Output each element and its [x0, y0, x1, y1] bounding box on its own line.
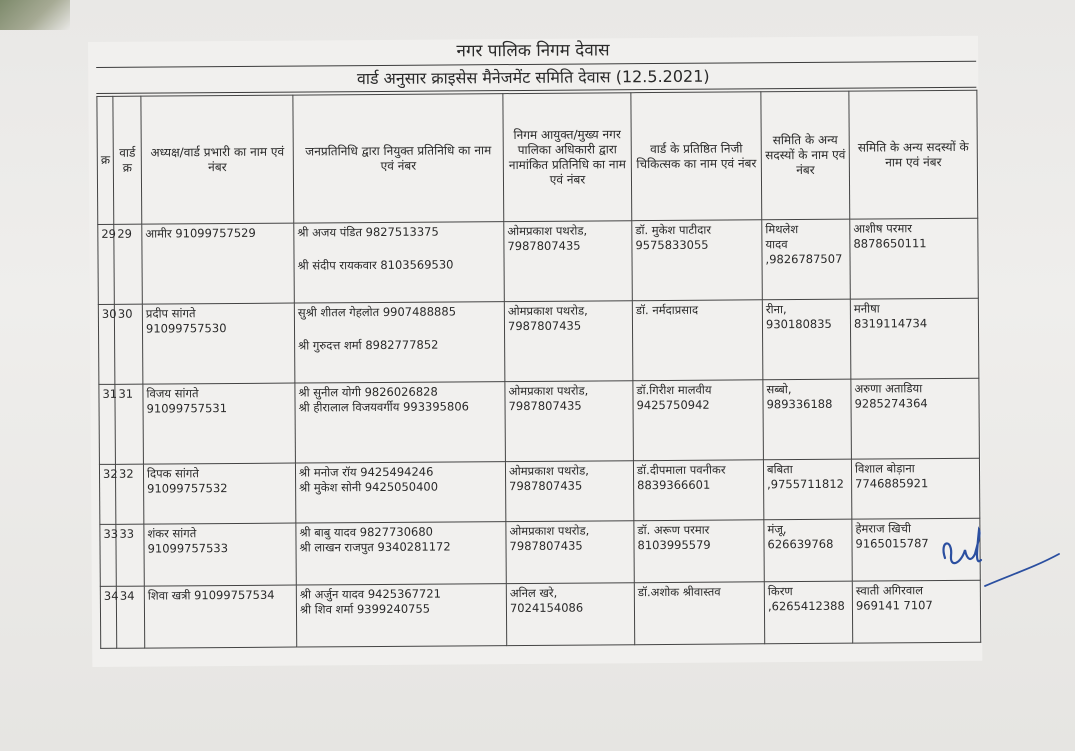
cell-ward-value: 31 [118, 386, 134, 401]
committee-table [96, 90, 981, 649]
cell-member1-line: बबिता [766, 462, 793, 477]
cell-doctor-line: 8103995579 [637, 537, 711, 553]
cell-ward-value: 32 [118, 466, 134, 481]
cell-doctor [634, 582, 764, 645]
cell-representatives-line: श्री संदीप रायकवार 8103569530 [297, 257, 454, 273]
cell-sr-value: 32 [102, 466, 118, 481]
cell-representatives [295, 462, 505, 523]
cell-member2-line: अरुणा अताडिया [854, 381, 923, 396]
cell-member1-line: मिथलेश [765, 222, 799, 237]
cell-sr-value: 34 [103, 588, 119, 603]
table-row [98, 298, 979, 384]
header-member2: समिति के अन्य सदस्यों के नाम एवं नंबर [849, 90, 978, 219]
cell-incharge-line: 91099757532 [147, 481, 228, 496]
cell-nominee-line: ओमप्रकाश पथरोड, [507, 303, 588, 319]
cell-nominee-line: 7987807435 [509, 478, 583, 494]
cell-doctor-line: 9575833055 [635, 237, 709, 253]
cell-ward-value: 30 [117, 306, 133, 321]
cell-representatives-line: श्री सुनील योगी 9826026828 [298, 384, 438, 400]
cell-nominee [506, 521, 634, 584]
header-nominee: निगम आयुक्त/मुख्य नगर पालिका अधिकारी द्वारा नामांकित प्रतिनिधि का नाम एवं नंबर [503, 93, 632, 222]
cell-member1 [762, 219, 851, 300]
cell-nominee [504, 301, 633, 382]
cell-nominee-line: अनिल खरे, [509, 585, 558, 601]
cell-incharge-line: दिपक सांगते [146, 466, 199, 481]
cell-member1-line: यादव [765, 237, 788, 252]
cell-ward-value: 33 [119, 526, 135, 541]
cell-incharge-line: शंकर सांगते [147, 526, 197, 541]
table-row [99, 378, 980, 464]
cell-sr [100, 586, 119, 648]
cell-member1-line: ,9755711812 [767, 476, 844, 492]
document-sheet [88, 36, 982, 667]
cell-ward [114, 304, 143, 384]
cell-nominee-line: 7987807435 [507, 238, 581, 254]
cell-ward-value: 34 [119, 588, 135, 603]
cell-member2-line: 8878650111 [853, 236, 927, 251]
cell-doctor [633, 460, 763, 521]
cell-incharge [142, 223, 295, 304]
cell-member2-line: 7746885921 [855, 476, 929, 491]
cell-member1 [762, 299, 851, 380]
cell-sr [98, 224, 115, 304]
cell-member1-line: किरण [767, 584, 793, 599]
cell-nominee-line: ओमप्रकाश पथरोड, [509, 523, 590, 539]
header-sr: क्र [97, 96, 114, 224]
cell-doctor-line: डॉ. मुकेश पाटीदार [635, 222, 712, 238]
document-subtitle: वार्ड अनुसार क्राइसेस मैनेजमेंट समिति देवास (12.5.2021) [356, 66, 710, 89]
header-doctor: वार्ड के प्रतिष्ठित निजी चिकित्सक का नाम एवं नंबर [631, 92, 762, 221]
header-incharge: अध्यक्ष/वार्ड प्रभारी का नाम एवं नंबर [141, 95, 294, 224]
cell-incharge-line: 91099757531 [146, 401, 228, 416]
table-row [100, 580, 980, 648]
cell-representatives-line: श्री बाबु यादव 9827730680 [299, 524, 433, 540]
cell-member2-line: 969141 7107 [855, 598, 933, 613]
cell-ward [115, 464, 143, 524]
cell-member1 [764, 581, 852, 644]
handwritten-signature [935, 520, 1065, 610]
cell-nominee-line: 7987807435 [507, 318, 582, 334]
cell-member1-line: रीना, [765, 302, 787, 317]
cell-doctor-line: डॉ. अरूण परमार [637, 522, 710, 538]
cell-incharge [144, 523, 296, 586]
cell-member1 [763, 379, 852, 460]
cell-sr-value: 33 [103, 526, 119, 541]
cell-member1 [764, 519, 852, 582]
cell-member1-line: 626639768 [767, 536, 834, 552]
cell-member2 [851, 458, 979, 519]
cell-member1-line: ,9826787507 [765, 251, 843, 267]
cell-member2-line: 9285274364 [854, 396, 928, 411]
cell-representatives-line: श्री गुरुदत्त शर्मा 8982777852 [298, 337, 439, 353]
document-title: नगर पालिक निगम देवास [456, 40, 610, 62]
cell-incharge-line: 91099757530 [145, 321, 227, 336]
cell-sr [99, 384, 116, 464]
cell-doctor-line: डॉ.अशोक श्रीवास्तव [637, 584, 721, 600]
cell-doctor-line: डॉ.गिरीश मालवीय [636, 382, 712, 398]
header-ward: वार्ड क्र [113, 96, 142, 224]
cell-doctor-line: 8839366601 [637, 477, 711, 493]
table-row [98, 218, 979, 304]
cell-nominee [506, 583, 634, 646]
table-body [98, 218, 981, 648]
cell-doctor-line: डॉ. नर्मदाप्रसाद [635, 302, 699, 318]
cell-representatives-line: श्री शिव शर्मा 9399240755 [299, 601, 431, 617]
cell-member2-line: मनीषा [853, 301, 880, 316]
cell-representatives [295, 382, 506, 463]
cell-representatives-line: श्री अर्जुन यादव 9425367721 [299, 586, 442, 602]
cell-nominee-line: ओमप्रकाश पथरोड, [507, 223, 588, 239]
cell-nominee-line: ओमप्रकाश पथरोड, [508, 463, 589, 479]
cell-ward [114, 224, 143, 304]
cell-nominee-line: 7987807435 [509, 538, 583, 554]
cell-nominee-line: 7987807435 [508, 398, 582, 414]
cell-nominee [505, 461, 633, 522]
cell-incharge-line: प्रदीप सांगते [145, 306, 196, 321]
cell-representatives-line: श्री हीरालाल विजयवर्गीय 993395806 [298, 399, 469, 415]
cell-ward-value: 29 [117, 226, 133, 241]
cell-incharge [142, 303, 295, 384]
cell-member1-line: सब्बो, [766, 382, 792, 397]
cell-representatives [294, 222, 505, 303]
table-row [99, 458, 979, 524]
cell-incharge-line: शिवा खत्री 91099757534 [147, 587, 275, 603]
cell-ward [116, 524, 144, 586]
cell-sr [98, 304, 115, 384]
cell-sr [100, 524, 119, 586]
cell-representatives [294, 302, 505, 383]
cell-nominee [505, 381, 634, 462]
cell-representatives-line: श्री मुकेश सोनी 9425050400 [299, 479, 439, 495]
cell-member2-line: हेमराज खिची [855, 521, 911, 536]
cell-nominee-line: ओमप्रकाश पथरोड, [508, 383, 589, 399]
cell-member2-line: आशीष परमार [853, 221, 913, 236]
cell-member2-line: 9165015787 [855, 536, 929, 551]
cell-doctor [632, 220, 763, 301]
cell-member2 [850, 218, 979, 299]
cell-representatives [296, 584, 506, 647]
cell-member2-line: विशाल बोड़ाना [854, 461, 915, 476]
header-member1: समिति के अन्य सदस्यों के नाम एवं नंबर [761, 91, 850, 220]
cell-nominee [504, 221, 633, 302]
cell-sr-value: 29 [101, 226, 117, 241]
cell-doctor-line: डॉ.दीपमाला पवनीकर [636, 462, 726, 478]
cell-incharge [143, 463, 295, 524]
cell-representatives-line: श्री मनोज रॉय 9425494246 [298, 464, 434, 480]
cell-ward [115, 384, 144, 464]
cell-doctor [633, 380, 764, 461]
cell-doctor [634, 520, 764, 583]
cell-sr-value: 31 [102, 386, 118, 401]
cell-member2-line: 8319114734 [853, 316, 928, 331]
cell-incharge-line: विजय सांगते [146, 386, 199, 401]
cell-member2 [851, 378, 980, 459]
cell-incharge [144, 585, 296, 648]
cell-member2-line: स्वाती अगिरवाल [855, 583, 924, 598]
cell-member2 [850, 298, 979, 379]
cell-member1-line: ,6265412388 [767, 598, 845, 614]
header-representatives: जनप्रतिनिधि द्वारा नियुक्त प्रतिनिधि का नाम एवं नंबर [293, 94, 504, 223]
cell-doctor [632, 300, 763, 381]
table-row [100, 518, 980, 586]
cell-representatives-line: श्री अजय पंडित 9827513375 [297, 224, 439, 240]
cell-sr-value: 30 [101, 306, 117, 321]
cell-member1-line: 989336188 [766, 396, 833, 412]
cell-member1-line: 930180835 [765, 316, 832, 332]
cell-member1-line: मंजू, [767, 522, 787, 537]
cell-member1 [763, 459, 851, 520]
cell-ward [116, 586, 144, 648]
cell-representatives-line: सुश्री शीतल गेहलोत 9907488885 [297, 304, 457, 320]
photo-corner-shadow [0, 0, 70, 30]
cell-representatives [296, 522, 506, 585]
cell-nominee-line: 7024154086 [509, 600, 584, 616]
table-header-row [97, 90, 978, 224]
cell-sr [99, 464, 118, 524]
cell-incharge-line: 91099757533 [147, 541, 229, 556]
cell-incharge-line: आमीर 91099757529 [145, 225, 256, 241]
cell-doctor-line: 9425750942 [636, 397, 710, 413]
cell-representatives-line: श्री लाखन राजपुत 9340281172 [299, 539, 451, 555]
cell-incharge [143, 383, 296, 464]
